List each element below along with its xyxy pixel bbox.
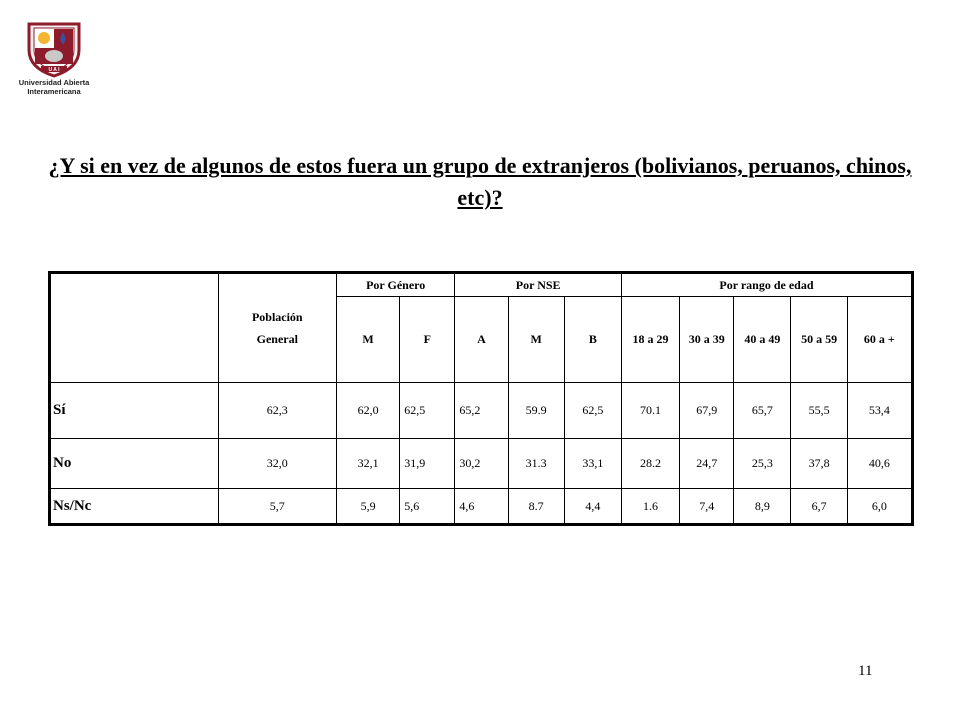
subheader-cell: B — [564, 297, 621, 383]
table-cell: 31,9 — [400, 439, 455, 489]
header-por-nse: Por NSE — [455, 273, 622, 297]
shield-icon — [25, 20, 83, 78]
header-por-edad: Por rango de edad — [621, 273, 912, 297]
table-cell: 53,4 — [847, 383, 912, 439]
logo-name-line1: Universidad Abierta — [18, 78, 90, 87]
subheader-cell: 60 a + — [847, 297, 912, 383]
table-row — [50, 439, 913, 489]
header-por-genero: Por Género — [336, 273, 454, 297]
table-cell: 62,5 — [564, 383, 621, 439]
subheader-cell: 40 a 49 — [734, 297, 791, 383]
table-cell: 5,7 — [218, 489, 336, 525]
table-cell: 65,2 — [455, 383, 508, 439]
table-cell: 62,0 — [336, 383, 399, 439]
table-cell: 67,9 — [680, 383, 734, 439]
subheader-cell: M — [508, 297, 564, 383]
table-cell: 6,0 — [847, 489, 912, 525]
page-number: 11 — [858, 663, 873, 679]
table-cell: 32,1 — [336, 439, 399, 489]
table-cell: 24,7 — [680, 439, 734, 489]
results-table — [48, 271, 914, 526]
table-cell: 4,6 — [455, 489, 508, 525]
subheader-cell: A — [455, 297, 508, 383]
table-cell: 62,3 — [218, 383, 336, 439]
subheader-cell: 30 a 39 — [680, 297, 734, 383]
table-row — [50, 383, 913, 439]
table-cell: 70.1 — [621, 383, 679, 439]
table-cell: 62,5 — [400, 383, 455, 439]
header-poblacion — [218, 273, 336, 383]
table-cell: 8.7 — [508, 489, 564, 525]
table-cell: 55,5 — [791, 383, 847, 439]
row-label: Sí — [50, 383, 219, 439]
logo-name-line2: Interamericana — [27, 87, 81, 96]
university-logo — [14, 20, 94, 106]
table-cell: 4,4 — [564, 489, 621, 525]
subheader-cell: 50 a 59 — [791, 297, 847, 383]
table-cell: 6,7 — [791, 489, 847, 525]
table-cell: 7,4 — [680, 489, 734, 525]
table-cell: 28.2 — [621, 439, 679, 489]
table-cell: 5,9 — [336, 489, 399, 525]
table-cell: 33,1 — [564, 439, 621, 489]
header-poblacion-line2: General — [256, 332, 298, 346]
row-label: No — [50, 439, 219, 489]
logo-banner: U A I — [48, 67, 60, 73]
table-cell: 32,0 — [218, 439, 336, 489]
table-cell: 1.6 — [621, 489, 679, 525]
row-label: Ns/Nc — [50, 489, 219, 525]
table-cell: 5,6 — [400, 489, 455, 525]
table-row — [50, 489, 913, 525]
page-title: ¿Y si en vez de algunos de estos fuera un grupo de extranjeros (bolivianos, peruanos, chinos, etc)? — [48, 153, 912, 210]
table-cell: 31.3 — [508, 439, 564, 489]
table-cell: 8,9 — [734, 489, 791, 525]
header-row-groups — [50, 273, 913, 297]
header-empty-cell — [50, 273, 219, 383]
subheader-cell: 18 a 29 — [621, 297, 679, 383]
table-cell: 65,7 — [734, 383, 791, 439]
table-cell: 37,8 — [791, 439, 847, 489]
header-poblacion-line1: Población — [251, 310, 303, 324]
table-cell: 59.9 — [508, 383, 564, 439]
table-cell: 30,2 — [455, 439, 508, 489]
table-cell: 25,3 — [734, 439, 791, 489]
table-cell: 40,6 — [847, 439, 912, 489]
subheader-cell: M — [336, 297, 399, 383]
subheader-cell: F — [400, 297, 455, 383]
